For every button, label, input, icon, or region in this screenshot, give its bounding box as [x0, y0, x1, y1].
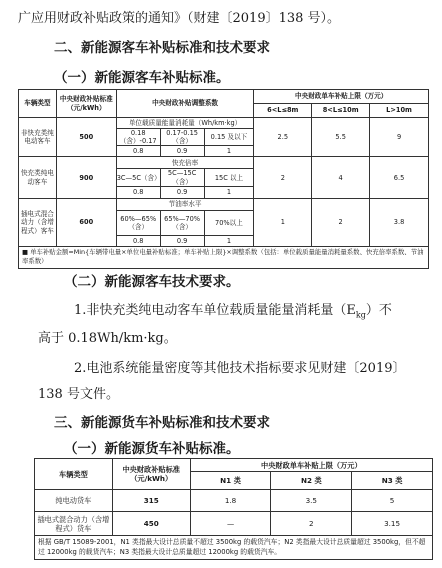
req2-line1: 2.电池系统能量密度等其他技术指标要求见财建〔2019〕 — [74, 361, 406, 376]
truck-row2-n3: 3.15 — [352, 512, 433, 536]
truck-header-std: 中央财政补贴标准（元/kWh） — [112, 459, 190, 490]
truck-row1-n2: 3.5 — [271, 490, 352, 512]
row3-range-3: 70%以上 — [204, 210, 254, 235]
header-vehicle-type: 车辆类型 — [19, 90, 57, 118]
row2-cap-2: 4 — [312, 157, 370, 198]
bus-subsidy-table — [18, 89, 429, 269]
row1-cap-3: 9 — [370, 118, 429, 157]
row2-adj-title: 快充倍率 — [116, 157, 254, 169]
row3-cap-3: 3.8 — [370, 198, 429, 246]
row2-coef-1: 0.8 — [116, 186, 160, 198]
section2-title: 二、新能源客车补贴标准和技术要求 — [54, 40, 270, 56]
section3-title: 三、新能源货车补贴标准和技术要求 — [54, 415, 270, 431]
header-subsidy-standard: 中央财政补贴标准（元/kWh） — [56, 90, 116, 118]
row3-coef-1: 0.8 — [116, 235, 160, 246]
truck-header-n3: N3 类 — [352, 472, 433, 490]
header-length-2: 8<L≤10m — [312, 104, 370, 118]
row3-cap-2: 2 — [312, 198, 370, 246]
truck-row1-std: 315 — [112, 490, 190, 512]
row2-coef-2: 0.9 — [160, 186, 204, 198]
row3-adj-title: 节油率水平 — [116, 198, 254, 210]
row2-std: 900 — [56, 157, 116, 198]
row1-range-3: 0.15 及以下 — [204, 129, 254, 146]
row2-range-1: 3C—5C（含） — [116, 169, 160, 186]
truck-row1-type: 纯电动货车 — [35, 490, 113, 512]
row2-range-3: 15C 以上 — [204, 169, 254, 186]
row1-std: 500 — [56, 118, 116, 157]
header-length-1: 6<L≤8m — [254, 104, 312, 118]
row3-std: 600 — [56, 198, 116, 246]
truck-subsidy-table — [34, 458, 433, 560]
row1-cap-1: 2.5 — [254, 118, 312, 157]
row1-range-2: 0.17-0.15（含） — [160, 129, 204, 146]
row3-cap-1: 1 — [254, 198, 312, 246]
req1-line1 — [74, 299, 392, 320]
row2-type: 快充类纯电动客车 — [19, 157, 57, 198]
header-subsidy-cap: 中央财政单车补贴上限（万元） — [254, 90, 429, 104]
req1-text: 1.非快充类纯电动客车单位载质量能量消耗量（E — [74, 303, 356, 318]
row1-cap-2: 5.5 — [312, 118, 370, 157]
sub1-title: （一）新能源客车补贴标准。 — [54, 70, 230, 86]
row2-coef-3: 1 — [204, 186, 254, 198]
row2-range-2: 5C—15C（含） — [160, 169, 204, 186]
row2-cap-3: 6.5 — [370, 157, 429, 198]
row3-coef-3: 1 — [204, 235, 254, 246]
header-length-3: L>10m — [370, 104, 429, 118]
row1-type: 非快充类纯电动客车 — [19, 118, 57, 157]
req1-text-end: ）不 — [365, 303, 392, 318]
bus-table-note: ■ 单车补贴金额=Min{车辆带电量×单位电量补贴标准；单车补贴上限}×调整系数（包括：单位载质量能量消耗量系数、快充倍率系数、节油率系数） — [19, 246, 429, 268]
truck-row2-n2: 2 — [271, 512, 352, 536]
truck-header-type: 车辆类型 — [35, 459, 113, 490]
truck-row1-n3: 5 — [352, 490, 433, 512]
truck-row2-type: 插电式混合动力（含增程式）货车 — [35, 512, 113, 536]
row3-type: 插电式混合动力（含增程式）客车 — [19, 198, 57, 246]
truck-row1-n1: 1.8 — [190, 490, 271, 512]
row3-coef-2: 0.9 — [160, 235, 204, 246]
sub3-title: （一）新能源货车补贴标准。 — [64, 441, 240, 457]
row1-coef-1: 0.8 — [116, 146, 160, 157]
truck-header-n1: N1 类 — [190, 472, 271, 490]
req1-line2: 高于 0.18Wh/km·kg。 — [38, 331, 177, 346]
truck-row2-n1: — — [190, 512, 271, 536]
row2-cap-1: 2 — [254, 157, 312, 198]
req2-line2: 138 号文件。 — [38, 387, 119, 402]
truck-header-cap: 中央财政单车补贴上限（万元） — [190, 459, 432, 472]
row1-coef-3: 1 — [204, 146, 254, 157]
sub2-title: （二）新能源客车技术要求。 — [64, 274, 240, 290]
header-adjust-coefficient: 中央财政补贴调整系数 — [116, 90, 254, 118]
truck-row2-std: 450 — [112, 512, 190, 536]
truck-table-note: 根据 GB/T 15089-2001，N1 类指最大设计总质量不超过 3500kg 的载货汽车；N2 类指最大设计总质量超过 3500kg，但不超过 12000kg 的载货汽车；N3 类指最大设计总质量超过 12000kg 的载货汽车。 — [35, 536, 433, 560]
row3-range-2: 65%—70%（含） — [160, 210, 204, 235]
truck-header-n2: N2 类 — [271, 472, 352, 490]
row1-adj-title: 单位载质量能量消耗量（Wh/km·kg） — [116, 118, 254, 129]
intro-line: 广应用财政补贴政策的通知》（财建〔2019〕138 号）。 — [18, 11, 341, 26]
row1-range-1: 0.18（含）-0.17 — [116, 129, 160, 146]
req1-subscript: kg — [355, 310, 366, 320]
row1-coef-2: 0.9 — [160, 146, 204, 157]
row3-range-1: 60%—65%（含） — [116, 210, 160, 235]
